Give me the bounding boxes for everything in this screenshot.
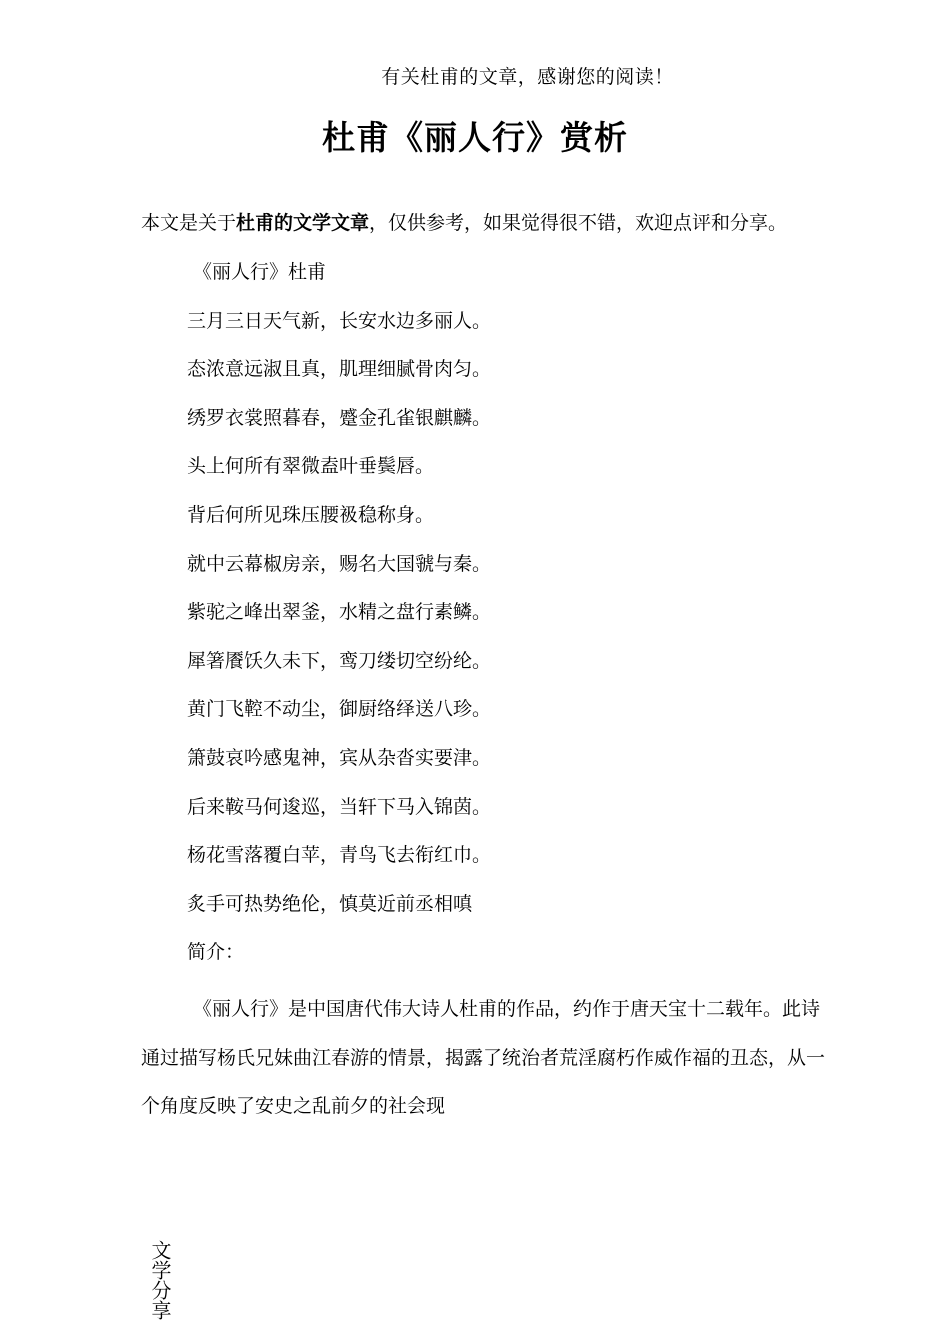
poem-line: 头上何所有翠微盍叶垂鬓唇。 [187,455,435,478]
header-note: 有关杜甫的文章，感谢您的阅读！ [381,66,674,88]
poem-line: 黄门飞鞚不动尘，御厨络绎送八珍。 [187,698,492,721]
poem-line: 杨花雪落覆白苹，青鸟飞去衔红巾。 [187,844,492,867]
poem-line: 紫驼之峰出翠釜，水精之盘行素鳞。 [187,601,492,624]
poem-line: 箫鼓哀吟感鬼神，宾从杂沓实要津。 [187,746,492,769]
poem-line: 就中云幕椒房亲，赐名大国虢与秦。 [187,552,492,575]
poem-line: 三月三日天气新，长安水边多丽人。 [187,309,492,332]
intro-text-bold: 杜甫的文学文章 [236,212,370,234]
poem-line: 犀箸餍饫久未下，鸾刀缕切空纷纶。 [187,649,492,672]
poem-line: 炙手可热势绝伦，慎莫近前丞相嗔 [187,892,473,915]
poem-line: 态浓意远淑且真，肌理细腻骨肉匀。 [187,358,492,381]
intro-text-before: 本文是关于 [141,212,237,234]
poem-line: 绣罗衣裳照暮春，蹙金孔雀银麒麟。 [187,406,492,429]
intro-text-after: ，仅供参考，如果觉得很不错，欢迎点评和分享。 [369,212,788,234]
poem-title: 《丽人行》杜甫 [193,261,327,283]
poem-body [187,257,491,986]
intro-heading: 简介： [187,941,245,964]
poem-line: 后来鞍马何逡巡，当轩下马入锦茵。 [187,795,492,818]
intro-paragraph [141,208,787,235]
document-title: 杜甫《丽人行》赏析 [322,118,628,157]
summary-paragraph: 《丽人行》是中国唐代伟大诗人杜甫的作品，约作于唐天宝十二载年。此诗通过描写杨氏兄妹曲江春游的情景，揭露了统治者荒淫腐朽作威作福的丑态，从一个角度反映了安史之乱前夕的社会现 [141,998,826,1118]
footer-vertical-label: 文学分享 [148,1240,172,1320]
poem-line: 背后何所见珠压腰衱稳称身。 [187,503,435,526]
